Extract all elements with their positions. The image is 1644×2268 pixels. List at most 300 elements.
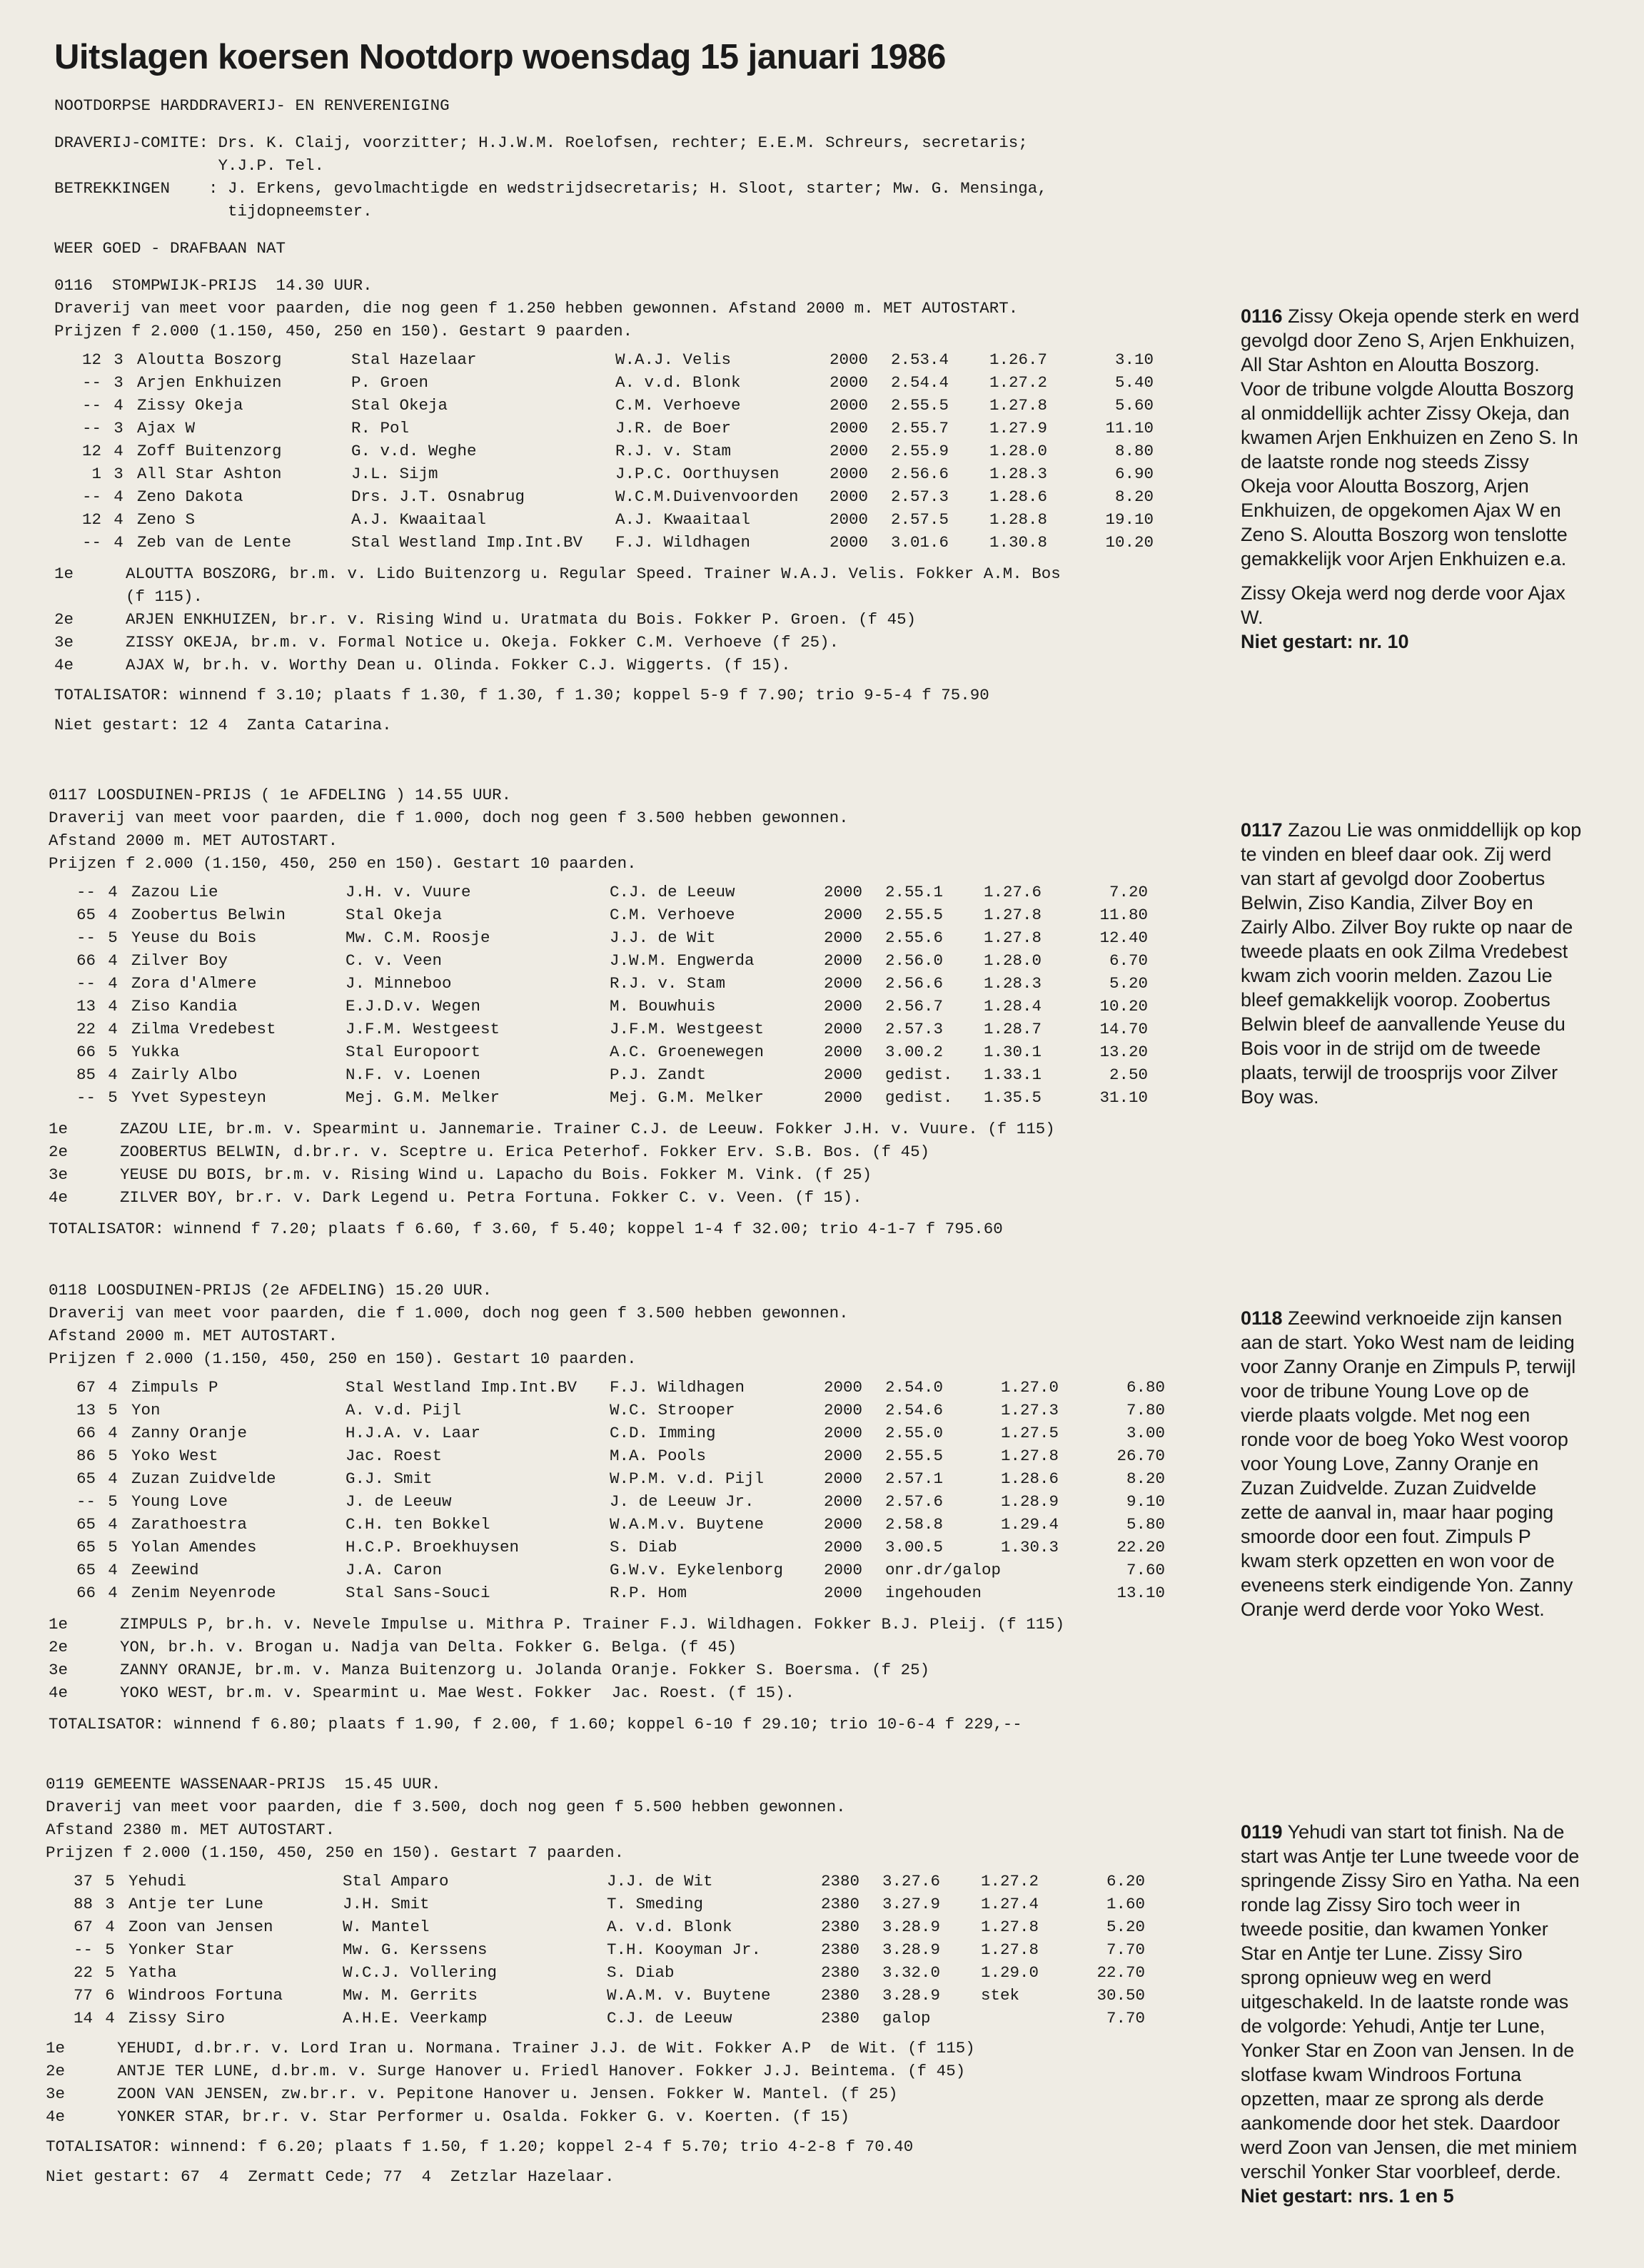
commentary-not-started: Niet gestart: nrs. 1 en 5 xyxy=(1241,2185,1454,2207)
odds-cell: 6.90 xyxy=(1114,465,1154,483)
prev-race-cell: 85 xyxy=(76,1065,96,1084)
table-row xyxy=(49,1467,1165,1490)
prev-race-cell: -- xyxy=(76,928,96,947)
time-cell: 2.55.7 xyxy=(891,419,949,437)
km-time-cell: 1.27.2 xyxy=(989,373,1048,392)
placing-text: ZOON VAN JENSEN, zw.br.r. v. Pepitone Hanover u. Jensen. Fokker W. Mantel. (f 25) xyxy=(117,2085,898,2103)
commentary-race-number: 0119 xyxy=(1241,1821,1283,1843)
prev-race-cell: 65 xyxy=(76,1515,96,1534)
placing-text: ALOUTTA BOSZORG, br.m. v. Lido Buitenzorg u. Regular Speed. Trainer W.A.J. Velis. Fokker A.M. Bos xyxy=(126,565,1061,583)
owner-cell: A.J. Kwaaitaal xyxy=(351,510,487,529)
prev-race-cell: -- xyxy=(81,533,101,552)
age-cell: 4 xyxy=(108,1515,118,1534)
odds-cell: 5.80 xyxy=(1126,1515,1166,1534)
odds-cell: 14.70 xyxy=(1099,1020,1148,1038)
time-cell: 2.55.1 xyxy=(885,883,944,901)
table-row xyxy=(49,1422,1165,1444)
comite-line: DRAVERIJ-COMITE: Drs. K. Claij, voorzitter; H.J.W.M. Roelofsen, rechter; E.E.M. Schreurs, secretaris; xyxy=(54,133,1028,152)
horse-name-cell: All Star Ashton xyxy=(137,465,282,483)
placing-rank: 1e xyxy=(49,1615,69,1634)
placing-rank: 4e xyxy=(49,1188,69,1207)
race-heading: 0116 STOMPWIJK-PRIJS 14.30 UUR. xyxy=(54,276,373,295)
prev-race-cell: -- xyxy=(81,373,101,392)
km-time-cell: 1.30.1 xyxy=(984,1043,1042,1061)
owner-cell: Stal Amparo xyxy=(343,1872,449,1890)
placing-row xyxy=(46,2105,975,2128)
results-table xyxy=(54,348,1154,554)
placing-rank xyxy=(54,585,126,608)
age-cell: 3 xyxy=(114,419,123,437)
owner-cell: Stal Okeja xyxy=(351,396,448,415)
km-time-cell: 1.28.8 xyxy=(989,510,1048,529)
owner-cell: Mw. G. Kerssens xyxy=(343,1940,488,1959)
placing-rank: 2e xyxy=(54,610,74,629)
driver-cell: J.F.M. Westgeest xyxy=(610,1020,765,1038)
driver-cell: W.A.M.v. Buytene xyxy=(610,1515,765,1534)
driver-cell: F.J. Wildhagen xyxy=(610,1378,745,1397)
driver-cell: A.J. Kwaaitaal xyxy=(615,510,751,529)
km-time-cell: 1.27.8 xyxy=(1001,1447,1059,1465)
prev-race-cell: 37 xyxy=(73,1872,93,1890)
driver-cell: R.J. v. Stam xyxy=(610,974,726,993)
km-time-cell: 1.28.3 xyxy=(984,974,1042,993)
horse-name-cell: Zissy Siro xyxy=(128,2009,226,2027)
placing-rank: 1e xyxy=(49,1120,69,1138)
race-desc: Draverij van meet voor paarden, die f 1.000, doch nog geen f 3.500 hebben gewonnen. xyxy=(49,809,849,827)
time-cell: 2.57.3 xyxy=(891,487,949,506)
page-title: Uitslagen koersen Nootdorp woensdag 15 januari 1986 xyxy=(54,38,946,76)
commentary-text: Zissy Okeja opende sterk en werd gevolgd door Zeno S, Arjen Enkhuizen, All Star Ashton en Aloutta Boszorg. Voor de tribune volgde Aloutta Boszorg al onmiddellijk achter Zissy Okeja, dan kwamen Arjen Enkhuizen en Zeno S. In de laatste ronde nog steeds Zissy Okeja voor Aloutta Boszorg, Arjen Enkhuizen, de opgekomen Ajax W en Zeno S. Aloutta Boszorg won tenslotte gemakkelijk voor Arjen Enkhuizen e.a. xyxy=(1241,305,1580,569)
table-row xyxy=(49,1444,1165,1467)
horse-name-cell: Yatha xyxy=(128,1963,177,1982)
race-desc: Draverij van meet voor paarden, die f 1.000, doch nog geen f 3.500 hebben gewonnen. xyxy=(49,1304,849,1322)
distance-cell: 2000 xyxy=(824,1447,863,1465)
km-time-cell: 1.28.3 xyxy=(989,465,1048,483)
commentary-text-2: Zissy Okeja werd nog derde voor Ajax W. xyxy=(1241,582,1565,628)
time-cell: 3.32.0 xyxy=(882,1963,941,1982)
odds-cell: 5.60 xyxy=(1114,396,1154,415)
placing-text: ZILVER BOY, br.r. v. Dark Legend u. Petra Fortuna. Fokker C. v. Veen. (f 15). xyxy=(120,1188,862,1207)
driver-cell: T. Smeding xyxy=(607,1895,704,1913)
table-row xyxy=(49,1086,1148,1109)
table-row xyxy=(49,881,1148,903)
km-time-cell: 1.27.6 xyxy=(984,883,1042,901)
betrekkingen-line: BETREKKINGEN : J. Erkens, gevolmachtigde en wedstrijdsecretaris; H. Sloot, starter; Mw. G. Mensinga, xyxy=(54,179,1047,198)
age-cell: 4 xyxy=(108,1469,118,1488)
placing-rank: 1e xyxy=(46,2039,66,2057)
commentary-0119 xyxy=(1241,1820,1583,2208)
horse-name-cell: Zora d'Almere xyxy=(131,974,257,993)
odds-cell: 8.20 xyxy=(1126,1469,1166,1488)
km-time-cell: 1.27.9 xyxy=(989,419,1048,437)
owner-cell: Mw. M. Gerrits xyxy=(343,1986,478,2005)
prev-race-cell: -- xyxy=(73,1940,93,1959)
race-desc: Afstand 2000 m. MET AUTOSTART. xyxy=(49,831,338,850)
owner-cell: J.L. Sijm xyxy=(351,465,438,483)
time-cell: 2.54.6 xyxy=(885,1401,944,1419)
horse-name-cell: Zeewind xyxy=(131,1561,199,1579)
km-time-cell: 1.27.8 xyxy=(984,928,1042,947)
time-cell: 2.56.6 xyxy=(885,974,944,993)
odds-cell: 5.20 xyxy=(1106,1918,1145,1936)
time-cell: 2.55.9 xyxy=(891,442,949,460)
table-row xyxy=(46,1870,1145,1893)
prev-race-cell: -- xyxy=(76,1088,96,1107)
placing-rank: 1e xyxy=(54,565,74,583)
age-cell: 5 xyxy=(108,1538,118,1556)
owner-cell: J.H. Smit xyxy=(343,1895,430,1913)
owner-cell: Stal Westland Imp.Int.BV xyxy=(346,1378,578,1397)
odds-cell: 7.70 xyxy=(1106,2009,1145,2027)
distance-cell: 2380 xyxy=(821,1872,860,1890)
placing-row xyxy=(46,2037,975,2060)
prev-race-cell: -- xyxy=(76,1492,96,1511)
commentary-not-started: Niet gestart: nr. 10 xyxy=(1241,631,1409,652)
placing-rank: 2e xyxy=(49,1638,69,1656)
owner-cell: G. v.d. Weghe xyxy=(351,442,477,460)
not-started-line: Niet gestart: 67 4 Zermatt Cede; 77 4 Zetzlar Hazelaar. xyxy=(46,2167,615,2186)
driver-cell: J. de Leeuw Jr. xyxy=(610,1492,755,1511)
age-cell: 5 xyxy=(105,1963,115,1982)
placing-rank: 4e xyxy=(49,1684,69,1702)
km-time-cell: 1.33.1 xyxy=(984,1065,1042,1084)
owner-cell: E.J.D.v. Wegen xyxy=(346,997,481,1016)
driver-cell: G.W.v. Eykelenborg xyxy=(610,1561,784,1579)
header-block xyxy=(54,94,1047,260)
commentary-race-number: 0117 xyxy=(1241,819,1283,841)
odds-cell: 10.20 xyxy=(1099,997,1148,1016)
odds-cell: 31.10 xyxy=(1099,1088,1148,1107)
prev-race-cell: 65 xyxy=(76,1469,96,1488)
table-row xyxy=(54,508,1154,531)
age-cell: 4 xyxy=(108,1424,118,1442)
commentary-text: Zazou Lie was onmiddellijk op kop te vinden en bleef daar ook. Zij werd van start af gevolgd door Zoobertus Belwin, Ziso Kandia, Zilver Boy en Zairly Albo. Zilver Boy rukte op naar de tweede plaats en ook Zilma Vredebest kwam zich voorin melden. Zazou Lie bleef gemakkelijk voorop. Zoobertus Belwin bleef de aanvallende Yeuse du Bois voor in de strijd om de tweede plaats, terwijl de troosprijs voor Zilver Boy was. xyxy=(1241,819,1582,1108)
owner-cell: J.H. v. Vuure xyxy=(346,883,471,901)
horse-name-cell: Zissy Okeja xyxy=(137,396,243,415)
horse-name-cell: Zeb van de Lente xyxy=(137,533,292,552)
km-time-cell: 1.26.7 xyxy=(989,350,1048,369)
table-row xyxy=(46,1915,1145,1938)
driver-cell: P.J. Zandt xyxy=(610,1065,707,1084)
driver-cell: C.M. Verhoeve xyxy=(615,396,741,415)
prev-race-cell: 66 xyxy=(76,951,96,970)
prev-race-cell: 1 xyxy=(91,465,101,483)
odds-cell: 6.70 xyxy=(1109,951,1148,970)
prev-race-cell: -- xyxy=(81,419,101,437)
driver-cell: Mej. G.M. Melker xyxy=(610,1088,765,1107)
race-desc: Draverij van meet voor paarden, die f 3.500, doch nog geen f 5.500 hebben gewonnen. xyxy=(46,1798,846,1816)
prev-race-cell: -- xyxy=(81,396,101,415)
horse-name-cell: Zazou Lie xyxy=(131,883,218,901)
table-row xyxy=(54,417,1154,440)
not-started-line: Niet gestart: 12 4 Zanta Catarina. xyxy=(54,716,392,734)
odds-cell: 3.10 xyxy=(1114,350,1154,369)
km-time-cell: 1.28.6 xyxy=(1001,1469,1059,1488)
table-row xyxy=(54,462,1154,485)
race-desc: Prijzen f 2.000 (1.150, 450, 250 en 150). Gestart 10 paarden. xyxy=(49,854,637,873)
placing-text: YEUSE DU BOIS, br.m. v. Rising Wind u. Lapacho du Bois. Fokker M. Vink. (f 25) xyxy=(120,1165,872,1184)
placing-text: ARJEN ENKHUIZEN, br.r. v. Rising Wind u. Uratmata du Bois. Fokker P. Groen. (f 45) xyxy=(126,610,917,629)
prev-race-cell: -- xyxy=(81,487,101,506)
placing-row xyxy=(54,608,1061,631)
time-cell: 2.55.6 xyxy=(885,928,944,947)
driver-cell: W.A.M. v. Buytene xyxy=(607,1986,771,2005)
time-cell: 2.56.7 xyxy=(885,997,944,1016)
placings-table xyxy=(49,1118,1055,1209)
time-cell: 2.56.6 xyxy=(891,465,949,483)
age-cell: 3 xyxy=(114,465,123,483)
km-time-cell: 1.29.4 xyxy=(1001,1515,1059,1534)
driver-cell: A. v.d. Blonk xyxy=(615,373,741,392)
results-table xyxy=(49,1376,1165,1604)
table-row xyxy=(49,1536,1165,1559)
prev-race-cell: 77 xyxy=(73,1986,93,2005)
table-row xyxy=(49,972,1148,995)
distance-cell: 2000 xyxy=(824,1424,863,1442)
odds-cell: 22.20 xyxy=(1116,1538,1166,1556)
horse-name-cell: Yeuse du Bois xyxy=(131,928,257,947)
race-desc: Prijzen f 2.000 (1.150, 450, 250 en 150). Gestart 9 paarden. xyxy=(54,322,633,340)
table-row xyxy=(54,371,1154,394)
owner-cell: C.H. ten Bokkel xyxy=(346,1515,490,1534)
distance-cell: 2000 xyxy=(829,350,869,369)
age-cell: 4 xyxy=(108,906,118,924)
distance-cell: 2000 xyxy=(824,928,863,947)
placing-rank: 2e xyxy=(49,1143,69,1161)
driver-cell: C.J. de Leeuw xyxy=(607,2009,732,2027)
age-cell: 4 xyxy=(105,1918,115,1936)
time-cell: 3.27.6 xyxy=(882,1872,941,1890)
race-heading: 0118 LOOSDUINEN-PRIJS (2e AFDELING) 15.20 UUR. xyxy=(49,1281,493,1300)
horse-name-cell: Yehudi xyxy=(128,1872,187,1890)
prev-race-cell: 65 xyxy=(76,1561,96,1579)
totalisator-line: TOTALISATOR: winnend f 6.80; plaats f 1.90, f 2.00, f 1.60; koppel 6-10 f 29.10; trio 10-6-4 f 229,-- xyxy=(49,1715,1022,1733)
km-time-cell: 1.28.7 xyxy=(984,1020,1042,1038)
owner-cell: Stal Okeja xyxy=(346,906,443,924)
age-cell: 4 xyxy=(108,1584,118,1602)
distance-cell: 2000 xyxy=(824,1401,863,1419)
placing-row xyxy=(49,1118,1055,1140)
horse-name-cell: Ajax W xyxy=(137,419,196,437)
time-cell: gedist. xyxy=(885,1088,953,1107)
owner-cell: P. Groen xyxy=(351,373,429,392)
placing-rank: 3e xyxy=(49,1165,69,1184)
owner-cell: A. v.d. Pijl xyxy=(346,1401,462,1419)
placing-text: YONKER STAR, br.r. v. Star Performer u. Osalda. Fokker G. v. Koerten. (f 15) xyxy=(117,2107,850,2126)
km-time-cell: 1.27.0 xyxy=(1001,1378,1059,1397)
odds-cell: 13.10 xyxy=(1116,1584,1166,1602)
driver-cell: C.J. de Leeuw xyxy=(610,883,735,901)
table-row xyxy=(49,1581,1165,1604)
distance-cell: 2000 xyxy=(824,1515,863,1534)
horse-name-cell: Yolan Amendes xyxy=(131,1538,257,1556)
horse-name-cell: Yon xyxy=(131,1401,161,1419)
time-cell: 2.55.5 xyxy=(885,1447,944,1465)
distance-cell: 2000 xyxy=(829,510,869,529)
distance-cell: 2000 xyxy=(824,1020,863,1038)
age-cell: 5 xyxy=(108,1088,118,1107)
driver-cell: A. v.d. Blonk xyxy=(607,1918,732,1936)
table-row xyxy=(54,440,1154,462)
commentary-text: Zeewind verknoeide zijn kansen aan de start. Yoko West nam de leiding voor Zanny Oranje en Zimpuls P, terwijl voor de tribune Young Love op de vierde plaats volgde. Met nog een ronde voor de boeg Yoko West voorop voor Young Love, Zanny Oranje en Zuzan Zuidvelde. Zuzan Zuidvelde zette de aanval in, maar haar poging smoorde door een fout. Zimpuls P kwam sterk opzetten en won voor de eveneens sterk eindigende Yon. Zanny Oranje werd derde voor Yoko West. xyxy=(1241,1307,1576,1620)
age-cell: 5 xyxy=(108,928,118,947)
table-row xyxy=(49,1041,1148,1063)
horse-name-cell: Zeno Dakota xyxy=(137,487,243,506)
horse-name-cell: Windroos Fortuna xyxy=(128,1986,283,2005)
race-heading: 0119 GEMEENTE WASSENAAR-PRIJS 15.45 UUR. xyxy=(46,1775,441,1793)
table-row xyxy=(49,1490,1165,1513)
race-0116 xyxy=(54,274,1154,736)
driver-cell: M.A. Pools xyxy=(610,1447,707,1465)
owner-cell: Stal Europoort xyxy=(346,1043,481,1061)
placing-row xyxy=(54,562,1061,585)
placing-row xyxy=(46,2060,975,2082)
owner-cell: J. Minneboo xyxy=(346,974,452,993)
driver-cell: J.R. de Boer xyxy=(615,419,732,437)
prev-race-cell: -- xyxy=(76,974,96,993)
prev-race-cell: 14 xyxy=(73,2009,93,2027)
horse-name-cell: Zimpuls P xyxy=(131,1378,218,1397)
odds-cell: 26.70 xyxy=(1116,1447,1166,1465)
placing-row xyxy=(49,1659,1064,1681)
owner-cell: W.C.J. Vollering xyxy=(343,1963,498,1982)
horse-name-cell: Zilver Boy xyxy=(131,951,228,970)
time-cell: gedist. xyxy=(885,1065,953,1084)
placing-rank: 3e xyxy=(49,1661,69,1679)
race-desc: Afstand 2380 m. MET AUTOSTART. xyxy=(46,1821,336,1839)
distance-cell: 2380 xyxy=(821,1918,860,1936)
table-row xyxy=(49,1399,1165,1422)
owner-cell: G.J. Smit xyxy=(346,1469,433,1488)
time-cell: 3.28.9 xyxy=(882,1986,941,2005)
horse-name-cell: Zarathoestra xyxy=(131,1515,248,1534)
km-time-cell: stek xyxy=(981,1986,1020,2005)
table-row xyxy=(49,903,1148,926)
totalisator-line: TOTALISATOR: winnend f 7.20; plaats f 6.60, f 3.60, f 5.40; koppel 1-4 f 32.00; trio 4-1-7 f 795.60 xyxy=(49,1220,1003,1238)
odds-cell: 7.20 xyxy=(1109,883,1148,901)
driver-cell: R.J. v. Stam xyxy=(615,442,732,460)
table-row xyxy=(46,1938,1145,1961)
age-cell: 5 xyxy=(105,1872,115,1890)
prev-race-cell: 22 xyxy=(76,1020,96,1038)
time-cell: 2.56.0 xyxy=(885,951,944,970)
results-table xyxy=(49,881,1148,1109)
age-cell: 4 xyxy=(108,1020,118,1038)
race-0117 xyxy=(49,784,1148,1240)
driver-cell: W.C.M.Duivenvoorden xyxy=(615,487,799,506)
placing-text: YEHUDI, d.br.r. v. Lord Iran u. Normana. Trainer J.J. de Wit. Fokker A.P de Wit. (f 115) xyxy=(117,2039,975,2057)
results-table xyxy=(46,1870,1145,2030)
placing-rank: 4e xyxy=(54,656,74,674)
km-time-cell: 1.27.8 xyxy=(989,396,1048,415)
odds-cell: 1.60 xyxy=(1106,1895,1145,1913)
horse-name-cell: Young Love xyxy=(131,1492,228,1511)
age-cell: 5 xyxy=(108,1447,118,1465)
driver-cell: W.C. Strooper xyxy=(610,1401,735,1419)
distance-cell: 2380 xyxy=(821,2009,860,2027)
placing-text: ZOOBERTUS BELWIN, d.br.r. v. Sceptre u. Erica Peterhof. Fokker Erv. S.B. Bos. (f 45) xyxy=(120,1143,930,1161)
owner-cell: Stal Westland Imp.Int.BV xyxy=(351,533,583,552)
time-cell: 3.00.5 xyxy=(885,1538,944,1556)
owner-cell: H.C.P. Broekhuysen xyxy=(346,1538,520,1556)
time-cell: 2.55.5 xyxy=(885,906,944,924)
km-time-cell: 1.27.8 xyxy=(981,1940,1039,1959)
km-time-cell xyxy=(981,2007,1079,2030)
placing-row xyxy=(49,1636,1064,1659)
distance-cell: 2000 xyxy=(824,1065,863,1084)
placings-table xyxy=(46,2037,975,2128)
prev-race-cell: 22 xyxy=(73,1963,93,1982)
driver-cell: C.D. Imming xyxy=(610,1424,716,1442)
distance-cell: 2000 xyxy=(824,1584,863,1602)
table-row xyxy=(54,485,1154,508)
distance-cell: 2000 xyxy=(824,1043,863,1061)
distance-cell: 2000 xyxy=(829,419,869,437)
age-cell: 4 xyxy=(114,442,123,460)
odds-cell: 2.50 xyxy=(1109,1065,1148,1084)
driver-cell: F.J. Wildhagen xyxy=(615,533,751,552)
horse-name-cell: Yukka xyxy=(131,1043,180,1061)
distance-cell: 2380 xyxy=(821,1963,860,1982)
time-cell: 2.54.4 xyxy=(891,373,949,392)
time-cell: 3.00.2 xyxy=(885,1043,944,1061)
age-cell: 4 xyxy=(108,1065,118,1084)
table-row xyxy=(49,949,1148,972)
time-cell: onr.dr/galop xyxy=(885,1561,1002,1579)
odds-cell: 6.20 xyxy=(1106,1872,1145,1890)
distance-cell: 2380 xyxy=(821,1940,860,1959)
driver-cell: S. Diab xyxy=(610,1538,677,1556)
horse-name-cell: Zanny Oranje xyxy=(131,1424,248,1442)
time-cell: 2.57.3 xyxy=(885,1020,944,1038)
horse-name-cell: Zoff Buitenzorg xyxy=(137,442,282,460)
commentary-0117 xyxy=(1241,818,1583,1109)
distance-cell: 2000 xyxy=(824,974,863,993)
table-row xyxy=(49,1559,1165,1581)
distance-cell: 2380 xyxy=(821,1895,860,1913)
placing-text: ZAZOU LIE, br.m. v. Spearmint u. Jannemarie. Trainer C.J. de Leeuw. Fokker J.H. v. Vuure. (f 115) xyxy=(120,1120,1055,1138)
age-cell: 4 xyxy=(108,974,118,993)
placing-row xyxy=(49,1186,1055,1209)
distance-cell: 2000 xyxy=(824,997,863,1016)
placing-rank: 3e xyxy=(54,633,74,652)
odds-cell: 12.40 xyxy=(1099,928,1148,947)
time-cell: 2.57.5 xyxy=(891,510,949,529)
distance-cell: 2000 xyxy=(829,442,869,460)
table-row xyxy=(46,1893,1145,1915)
table-row xyxy=(49,995,1148,1018)
odds-cell: 10.20 xyxy=(1105,533,1154,552)
owner-cell: Drs. J.T. Osnabrug xyxy=(351,487,525,506)
placing-text: ANTJE TER LUNE, d.br.m. v. Surge Hanover u. Friedl Hanover. Fokker J.J. Beintema. (f 45) xyxy=(117,2062,966,2080)
time-cell: 2.55.0 xyxy=(885,1424,944,1442)
prev-race-cell: 13 xyxy=(76,997,96,1016)
placing-rank: 2e xyxy=(46,2062,66,2080)
horse-name-cell: Zoobertus Belwin xyxy=(131,906,286,924)
age-cell: 3 xyxy=(114,350,123,369)
driver-cell: W.A.J. Velis xyxy=(615,350,732,369)
age-cell: 4 xyxy=(108,883,118,901)
race-heading: 0117 LOOSDUINEN-PRIJS ( 1e AFDELING ) 14.55 UUR. xyxy=(49,786,512,804)
betrekkingen-line-2: tijdopneemster. xyxy=(54,202,373,221)
weather-line: WEER GOED - DRAFBAAN NAT xyxy=(54,239,286,258)
owner-cell: W. Mantel xyxy=(343,1918,430,1936)
owner-cell: R. Pol xyxy=(351,419,410,437)
prev-race-cell: 86 xyxy=(76,1447,96,1465)
horse-name-cell: Yoko West xyxy=(131,1447,218,1465)
driver-cell: J.J. de Wit xyxy=(610,928,716,947)
owner-cell: J.A. Caron xyxy=(346,1561,443,1579)
